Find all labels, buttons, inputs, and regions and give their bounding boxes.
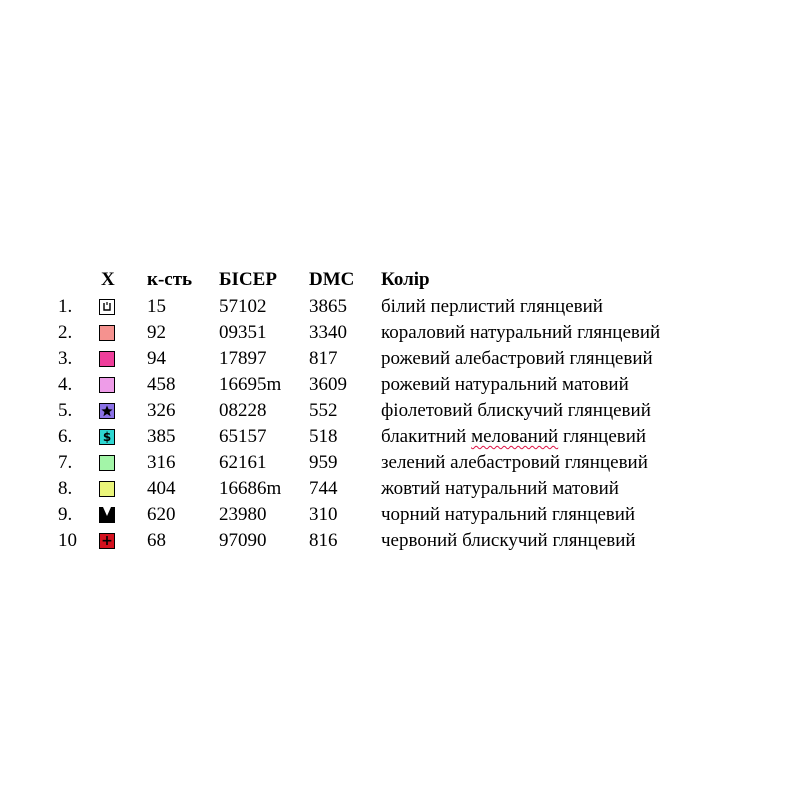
row-number: 4. [58,374,73,395]
star-icon [101,405,113,417]
color-swatch [99,455,115,471]
color-swatch [99,481,115,497]
header-bead: БІСЕР [219,269,277,290]
color-name: рожевий алебастровий глянцевий [381,348,653,369]
row-number: 1. [58,296,73,317]
quantity: 68 [147,530,166,551]
bead-code: 17897 [219,348,267,369]
plus-icon: + [101,533,113,549]
color-name: білий перлистий глянцевий [381,296,603,317]
bead-code: 62161 [219,452,267,473]
bead-code: 08228 [219,400,267,421]
color-name: червоний блискучий глянцевий [381,530,636,551]
color-swatch [99,377,115,393]
color-swatch [99,403,115,419]
color-name: жовтий натуральний матовий [381,478,619,499]
row-number: 6. [58,426,73,447]
color-swatch [99,351,115,367]
quantity: 92 [147,322,166,343]
row-number: 7. [58,452,73,473]
color-name: фіолетовий блискучий глянцевий [381,400,651,421]
color-name: кораловий натуральний глянцевий [381,322,661,343]
row-number: 5. [58,400,73,421]
color-swatch [99,533,115,549]
header-symbol: X [101,269,115,290]
dmc-code: 817 [309,348,338,369]
header-dmc: DMC [309,269,355,290]
header-color: Колір [381,269,430,290]
color-name: зелений алебастровий глянцевий [381,452,648,473]
dmc-code: 3865 [309,296,347,317]
quantity: 316 [147,452,176,473]
dmc-code: 552 [309,400,338,421]
color-swatch [99,299,115,315]
quantity: 385 [147,426,176,447]
dmc-code: 959 [309,452,338,473]
color-name-part: блакитний [381,426,472,447]
bead-code: 16686m [219,478,282,499]
color-name-part: глянцевий [558,426,647,447]
dollar-icon: $ [102,430,112,444]
bead-code: 09351 [219,322,267,343]
color-name: рожевий натуральний матовий [381,374,629,395]
row-number: 9. [58,504,73,525]
dmc-code: 518 [309,426,338,447]
down-triangle-icon [99,507,115,523]
row-number: 10 [58,530,77,551]
dmc-code: 744 [309,478,338,499]
row-number: 3. [58,348,73,369]
dmc-code: 3609 [309,374,347,395]
quantity: 620 [147,504,176,525]
quantity: 458 [147,374,176,395]
bead-code: 57102 [219,296,267,317]
u-cup-icon [102,302,112,313]
dmc-code: 816 [309,530,338,551]
row-number: 2. [58,322,73,343]
quantity: 404 [147,478,176,499]
bead-code: 97090 [219,530,267,551]
color-swatch [99,507,115,523]
dmc-code: 3340 [309,322,347,343]
bead-code: 65157 [219,426,267,447]
color-swatch [99,325,115,341]
quantity: 15 [147,296,166,317]
color-name [381,426,646,448]
dmc-code: 310 [309,504,338,525]
bead-code: 16695m [219,374,282,395]
header-quantity: к-сть [147,269,193,290]
bead-code: 23980 [219,504,267,525]
row-number: 8. [58,478,73,499]
misspelled-word: мелований [471,426,559,447]
color-swatch [99,429,115,445]
quantity: 326 [147,400,176,421]
quantity: 94 [147,348,166,369]
color-name: чорний натуральний глянцевий [381,504,636,525]
